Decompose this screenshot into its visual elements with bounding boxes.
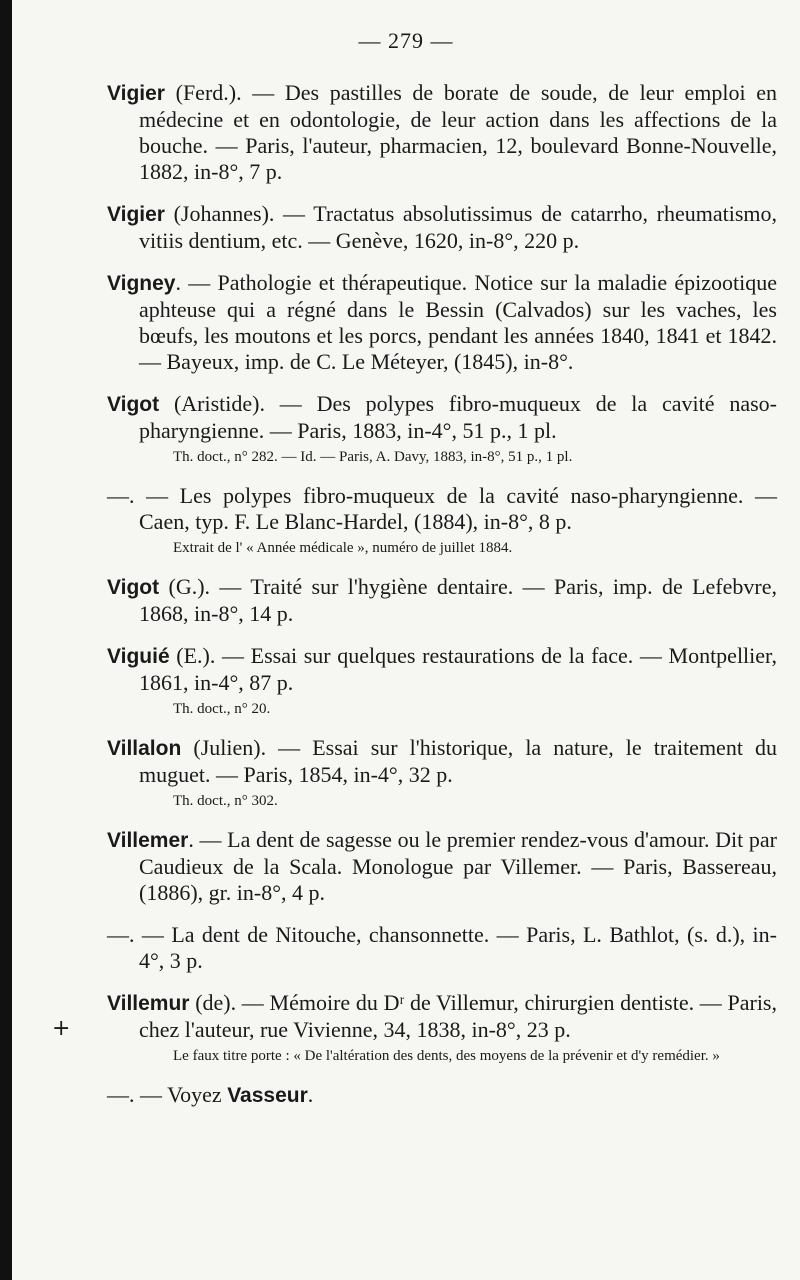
entry-note: Th. doct., n° 20.	[173, 701, 271, 717]
entry-text: (G.). — Traité sur l'hygiène dentaire. — Paris, imp. de Lefebvre, 1868, in-8°, 14 p.	[139, 574, 777, 626]
entry-text: —. — Les polypes fibro-muqueux de la cavité naso-pharyngienne. — Caen, typ. F. Le Blanc-Hardel, (1884), in-8°, 8 p.	[107, 483, 777, 534]
entry-villemer	[107, 827, 777, 906]
entry-heading: Vigier	[107, 82, 165, 105]
entry-see-vasseur	[107, 1082, 777, 1109]
entry-heading: Vigot	[107, 393, 160, 416]
cross-reference-name: Vasseur	[227, 1084, 308, 1107]
entry-text: . — La dent de sagesse ou le premier rendez-vous d'amour. Dit par Caudieux de la Scala. Monologue par Villemer. — Paris, Bassereau, (1886), gr. in-8°, 4 p.	[139, 827, 777, 905]
entry-text: (Aristide). — Des polypes fibro-muqueux de la cavité naso-pharyngienne. — Paris, 1883, in-4°, 51 p., 1 pl.	[139, 391, 777, 443]
entry-heading: Vigot	[107, 576, 160, 599]
entry-text-end: .	[307, 1082, 314, 1107]
entry-text: (de). — Mémoire du Dʳ de Villemur, chirurgien dentiste. — Paris, chez l'auteur, rue Vivienne, 34, 1838, in-8°, 23 p.	[139, 990, 777, 1042]
margin-mark: +	[52, 1016, 71, 1041]
entry-text: . — Pathologie et thérapeutique. Notice sur la maladie épizootique aphteuse qui a régné dans le Bessin (Calvados) sur les vaches, les bœufs, les moutons et les porcs, pendant les années 1840, 1841 et 1842. — Bayeux, imp. de C. Le Méteyer, (1845), in-8°.	[139, 270, 777, 374]
entry-heading: Viguié	[107, 645, 170, 668]
entry-vigier-johannes	[107, 201, 777, 254]
entry-vigot-caen	[107, 483, 777, 558]
entry-villemur	[107, 990, 777, 1066]
entry-text: (Julien). — Essai sur l'historique, la nature, le traitement du muguet. — Paris, 1854, in-4°, 32 p.	[139, 735, 777, 787]
entry-note: Le faux titre porte : « De l'altération des dents, des moyens de la prévenir et d'y remédier. »	[173, 1048, 720, 1064]
book-page	[12, 0, 800, 1280]
entry-vigier-ferd	[107, 80, 777, 185]
entry-villemer-nitouche	[107, 922, 777, 974]
entry-vigot-aristide	[107, 391, 777, 467]
entry-heading: Villemur	[107, 992, 190, 1015]
entry-vigney	[107, 270, 777, 375]
page-number: — 279 —	[358, 28, 454, 53]
entry-text: (Johannes). — Tractatus absolutissimus de catarrho, rheumatismo, vitiis dentium, etc. — Genève, 1620, in-8°, 220 p.	[139, 201, 777, 253]
entry-note: Extrait de l' « Année médicale », numéro de juillet 1884.	[173, 540, 513, 556]
entry-text: (E.). — Essai sur quelques restaurations de la face. — Montpellier, 1861, in-4°, 87 p.	[139, 643, 777, 695]
entry-note: Th. doct., n° 302.	[173, 793, 278, 809]
entry-text: —. — Voyez	[107, 1082, 228, 1107]
entry-text: —. — La dent de Nitouche, chansonnette. — Paris, L. Bathlot, (s. d.), in-4°, 3 p.	[107, 922, 777, 973]
entry-viguie	[107, 643, 777, 719]
entry-heading: Vigney	[107, 272, 176, 295]
entry-vigot-g	[107, 574, 777, 627]
bibliography-list	[107, 80, 777, 1125]
entry-heading: Villemer	[107, 829, 189, 852]
entry-villalon	[107, 735, 777, 811]
entry-heading: Villalon	[107, 737, 182, 760]
entry-heading: Vigier	[107, 203, 165, 226]
entry-note: Th. doct., n° 282. — Id. — Paris, A. Davy, 1883, in-8°, 51 p., 1 pl.	[173, 449, 573, 465]
entry-text: (Ferd.). — Des pastilles de borate de soude, de leur emploi en médecine et en odontologie, de leur action dans les affections de la bouche. — Paris, l'auteur, pharmacien, 12, boulevard Bonne-Nouvelle, 1882, in-8°, 7 p.	[139, 80, 777, 184]
